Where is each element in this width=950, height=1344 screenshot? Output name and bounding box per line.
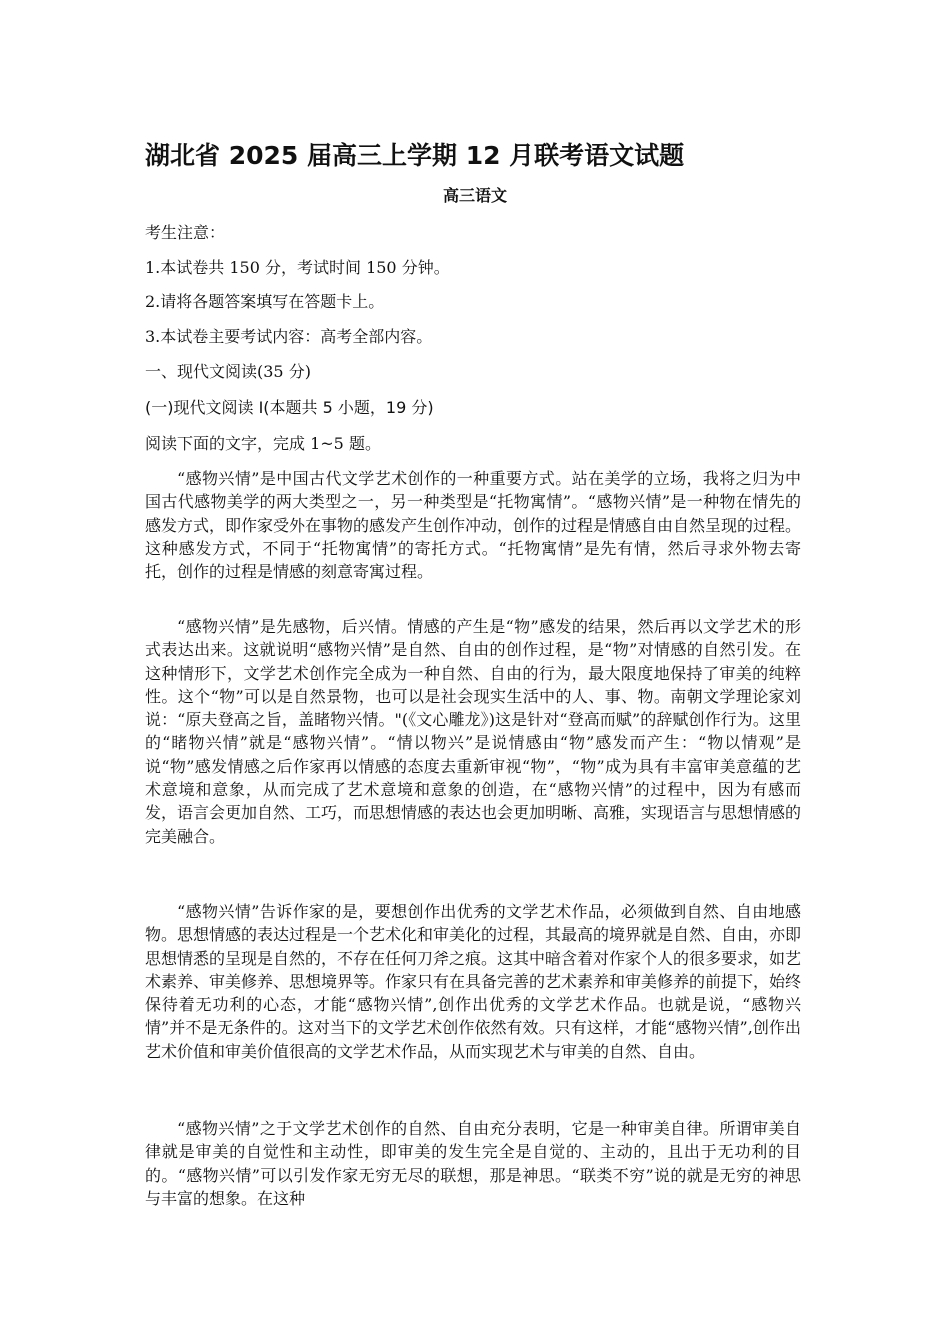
notice-heading: 考生注意： (145, 223, 226, 242)
subsection-heading: (一)现代文阅读 I(本题共 5 小题，19 分) (145, 398, 434, 417)
notice-item-2: 2.请将各题答案填写在答题卡上。 (145, 292, 385, 311)
passage-paragraph-1: “感物兴情”是中国古代文学艺术创作的一种重要方式。站在美学的立场，我将之归为中国古代感物美学的两大类型之一，另一种类型是“托物寓情”。“感物兴情”是一种物在情先的感发方式，即作家受外在事物的感发产生创作冲动，创作的过程是情感自由自然呈现的过程。这种感发方式，不同于“托物寓情”的寄托方式。“托物寓情”是先有情，然后寻求外物去寄托，创作的过程是情感的刻意寄寓过程。 (145, 469, 802, 582)
notice-item-3: 3.本试卷主要考试内容：高考全部内容。 (145, 327, 433, 346)
passage-paragraph-2: “感物兴情”是先感物，后兴情。情感的产生是“物”感发的结果，然后再以文学艺术的形式表达出来。这就说明“感物兴情”是自然、自由的创作过程，是“物”对情感的自然引发。在这种情形下，文学艺术创作完全成为一种自然、自由的行为，最大限度地保持了审美的纯粹性。这个“物”可以是自然景物，也可以是社会现实生活中的人、事、物。南朝文学理论家刘说：“原夫登高之旨，盖睹物兴情。"(《文心雕龙》)这是针对“登高而赋”的辞赋创作行为。这里的“睹物兴情”就是“感物兴情”。“情以物兴”是说情感由“物”感发而产生：“物以情观”是说“物”感发情感之后作家再以情感的态度去重新审视“物”，“物”成为具有丰富审美意蕴的艺术意境和意象，从而完成了艺术意境和意象的创造，在“感物兴情”的过程中，因为有感而发，语言会更加自然、工巧，而思想情感的表达也会更加明晰、高雅，实现语言与思想情感的完美融合。 (145, 617, 802, 846)
notice-item-1: 1.本试卷共 150 分，考试时间 150 分钟。 (145, 258, 450, 277)
reading-instruction: 阅读下面的文字，完成 1~5 题。 (145, 434, 381, 453)
section-heading: 一、现代文阅读(35 分) (145, 362, 311, 381)
passage-paragraph-4: “感物兴情”之于文学艺术创作的自然、自由充分表明，它是一种审美自律。所谓审美自律就是审美的自觉性和主动性，即审美的发生完全是自觉的、主动的，且出于无功利的目的。“感物兴情”可以引发作家无穷无尽的联想，那是神思。“联类不穷”说的就是无穷的神思与丰富的想象。在这种 (145, 1119, 801, 1208)
exam-subtitle: 高三语文 (442, 186, 507, 205)
exam-title: 湖北省 2025 届高三上学期 12 月联考语文试题 (145, 141, 685, 170)
passage-paragraph-3: “感物兴情”告诉作家的是，要想创作出优秀的文学艺术作品，必须做到自然、自由地感物。思想情感的表达过程是一个艺术化和审美化的过程，其最高的境界就是自然、自由，亦即思想情悉的呈现是自然的，不存在任何刀斧之痕。这其中暗含着对作家个人的很多要求，如艺术素养、审美修养、思想境界等。作家只有在具备完善的艺术素养和审美修养的前提下，始终保待着无功利的心态，才能“感物兴情”,创作出优秀的文学艺术作品。也就是说，“感物兴情”并不是无条件的。这对当下的文学艺术创作依然有效。只有这样，才能“感物兴情”,创作出艺术价值和审美价值很高的文学艺术作品，从而实现艺术与审美的自然、自由。 (145, 902, 802, 1061)
